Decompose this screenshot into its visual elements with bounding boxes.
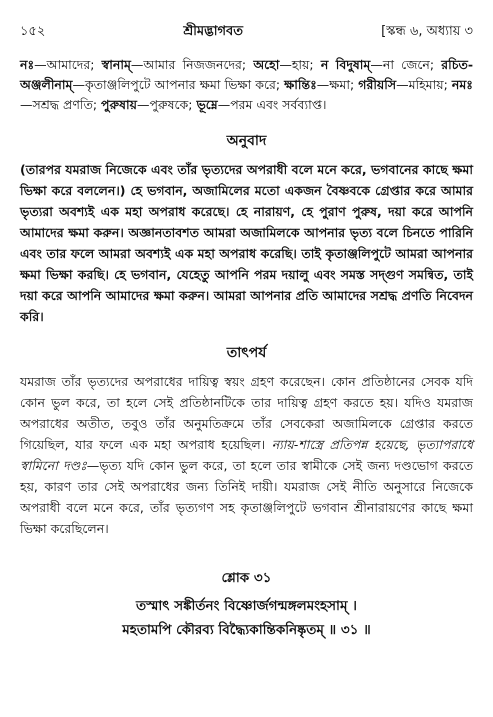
synonym-meaning: পরম এবং সর্বব্যাপ্ত। <box>230 97 327 112</box>
synonym-word: পুরুষায় <box>101 97 137 112</box>
synonym-meaning: আমাদের; <box>46 57 95 72</box>
synonym-word: নমঃ <box>451 77 473 92</box>
synonym-word: নঃ <box>20 57 35 72</box>
sloka-line-2: মহতামপি কৌরব্য বিদ্ধ্যৈকান্তিকনিষ্কৃতম্ ॥ ৩১ ॥ <box>122 622 371 638</box>
purport-heading: তাৎপর্য <box>226 345 267 361</box>
translation-heading: অনুবাদ <box>226 133 267 149</box>
sloka-line-1: তস্মাৎ সঙ্কীর্তনং বিষ্ণোর্জগন্মঙ্গলমংহসাম্ । <box>136 598 357 614</box>
word-for-word-synonyms: নঃ—আমাদের; স্বানাম্—আমার নিজজনদের; অহো—হায়; ন বিদুষাম্—না জেনে; রচিত-অঞ্জলীনাম্—কৃতাঞ্জলিপুটে আপনার ক্ষমা ভিক্ষা করে; ক্ষান্তিঃ—ক্ষমা; গরীয়সি—মহিমায়; নমঃ—সশ্রদ্ধ প্রণতি; পুরুষায়—পুরুষকে; ভূম্নে—পরম এবং সর্বব্যাপ্ত। <box>20 57 474 112</box>
purport-part-1: যমরাজ তাঁর ভৃত্যদের অপরাধের দায়িত্ব স্বয়ং গ্রহণ করেছেন। কোন প্রতিষ্ঠানের সেবক যদি কোন ভুল করে, তা হলে সেই প্রতিষ্ঠানটিকে তার দায়িত্ব গ্রহণ করতে হয়। যদিও যমরাজ অপরাধের অতীত, তবুও তাঁর অনুমতিক্রমে তাঁর সেবকেরা অজামিলকে গ্রেপ্তার করতে গিয়েছিল, যার ফলে এক মহা অপরাধ হয়েছিল। <box>20 374 473 452</box>
synonym-word: রচিত-অঞ্জলীনাম্ <box>20 57 474 92</box>
page-header <box>20 22 473 43</box>
purport-text <box>20 371 473 539</box>
purport-part-2: —ভৃত্য যদি কোন ভুল করে, তা হলে তার স্বামীকে সেই জন্য দণ্ডভোগ করতে হয়, কারণ তার সেই অপরাধের জন্য তিনিই দায়ী। যমরাজ সেই নীতি অনুসারে নিজেকে অপরাধী বলে মনে করে, তাঁর ভৃত্যগণ সহ কৃতাঞ্জলিপুটে ভগবান শ্রীনারায়ণের কাছে ক্ষমা ভিক্ষা করেছিলেন। <box>20 458 473 536</box>
synonym-meaning: ক্ষমা; <box>329 77 355 92</box>
translation-text: (তারপর যমরাজ নিজেকে এবং তাঁর ভৃত্যদের অপরাধী বলে মনে করে, ভগবানের কাছে ক্ষমা ভিক্ষা করে বললেন।) হে ভগবান, অজামিলের মতো একজন বৈষ্ণবকে গ্রেপ্তার করে আমার ভৃত্যরা অবশ্যই এক মহা অপরাধ করেছে। হে নারায়ণ, হে পুরাণ পুরুষ, দয়া করে আপনি আমাদের ক্ষমা করুন। অজ্ঞানতাবশত আমরা অজামিলকে আপনার ভৃত্য বলে চিনতে পারিনি এবং তার ফলে আমরা অবশ্যই এক মহা অপরাধ করেছি। তাই কৃতাঞ্জলিপুটে আমরা আপনার ক্ষমা ভিক্ষা করছি। হে ভগবান, যেহেতু আপনি পরম দয়ালু এবং সমস্ত সদ্গুণ সমন্বিত, তাই দয়া করে আপনি আমাদের ক্ষমা করুন। আমরা আপনার প্রতি আমাদের সশ্রদ্ধ প্রণতি নিবেদন করি। <box>20 162 473 324</box>
synonym-meaning: না জেনে; <box>382 57 435 72</box>
synonym-word: অহো <box>253 57 280 72</box>
synonym-meaning: কৃতাঞ্জলিপুটে আপনার ক্ষমা ভিক্ষা করে; <box>84 77 281 92</box>
page-number: ১৫২ <box>20 24 46 39</box>
synonym-word: স্বানাম্ <box>101 57 131 72</box>
synonym-meaning: সশ্রদ্ধ প্রণতি; <box>32 97 98 112</box>
synonym-meaning: হায়; <box>291 57 314 72</box>
synonym-meaning: পুরুষকে; <box>149 97 193 112</box>
synonym-word: ন বিদুষাম্ <box>320 57 371 72</box>
sloka-verse <box>20 594 473 642</box>
book-title: শ্রীমদ্ভাগবত <box>183 24 243 39</box>
synonym-meaning: মহিমায়; <box>408 77 448 92</box>
synonym-word: গরীয়সি <box>358 77 397 92</box>
synonym-word: ভূম্নে <box>196 97 218 112</box>
sloka-heading: শ্লোক ৩১ <box>221 570 272 586</box>
synonym-word: ক্ষান্তিঃ <box>284 77 317 92</box>
purport-quote: ন্যায়-শাস্ত্রে প্রতিপন্ন হয়েছে, ভৃত্যাপরাধে স্বামিনো দণ্ডঃ <box>20 437 473 473</box>
chapter-reference: [স্কন্ধ ৬, অধ্যায় ৩ <box>381 24 473 39</box>
synonym-meaning: আমার নিজজনদের; <box>143 57 247 72</box>
